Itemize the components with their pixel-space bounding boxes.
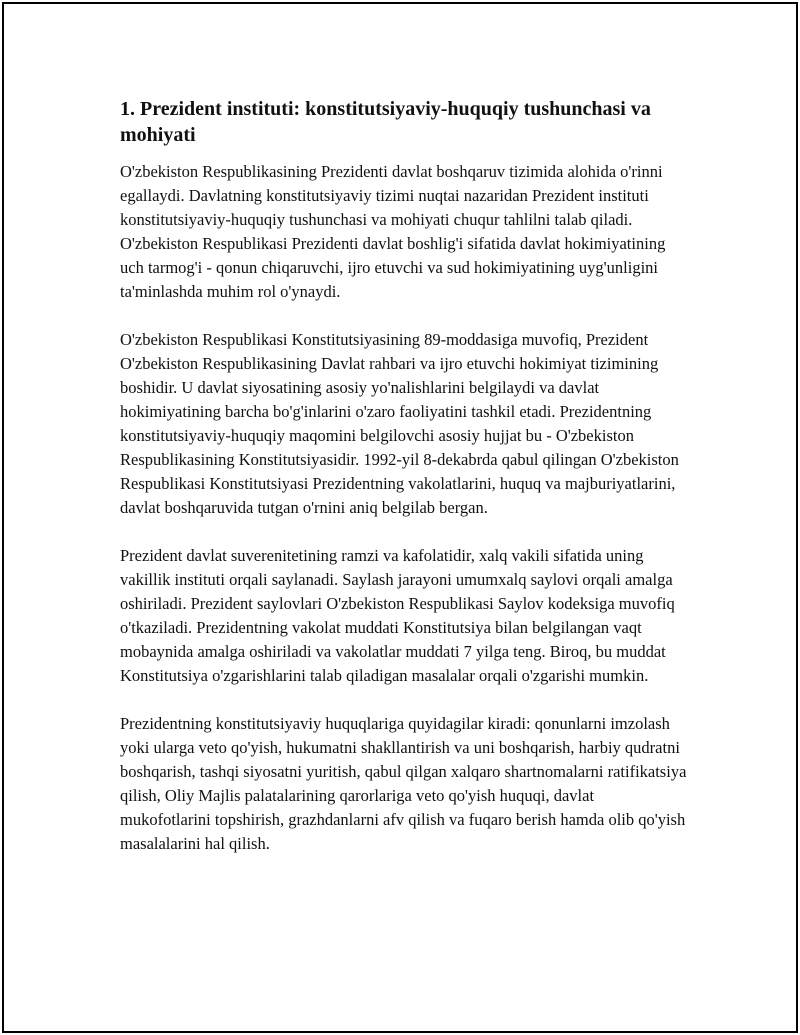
- document-body: [120, 96, 688, 880]
- section-heading: 1. Prezident instituti: konstitutsiyaviy-huquqiy tushunchasi va mohiyati: [120, 98, 651, 146]
- paragraph-3: Prezident davlat suverenitetining ramzi va kafolatidir, xalq vakili sifatida uning vakillik instituti orqali saylanadi. Saylash jarayoni umumxalq saylovi orqali amalga oshiriladi. Prezident saylovlari O'zbekiston Respublikasi Saylov kodeksiga muvofiq o'tkaziladi. Prezidentning vakolat muddati Konstitutsiya bilan belgilangan vaqt mobaynida amalga oshiriladi va vakolatlar muddati 7 yilga teng. Biroq, bu muddat Konstitutsiya o'zgarishlarini talab qiladigan masalalar orqali o'zgarishi mumkin.: [120, 546, 675, 685]
- paragraph-2: O'zbekiston Respublikasi Konstitutsiyasining 89-moddasiga muvofiq, Prezident O'zbekiston Respublikasining Davlat rahbari va ijro etuvchi hokimiyat tizimining boshidir. U davlat siyosatining asosiy yo'nalishlarini belgilaydi va davlat hokimiyatining barcha bo'g'inlarini o'zaro faoliyatini tashkil etadi. Prezidentning konstitutsiyaviy-huquqiy maqomini belgilovchi asosiy hujjat bu - O'zbekiston Respublikasining Konstitutsiyasidir. 1992-yil 8-dekabrda qabul qilingan O'zbekiston Respublikasi Konstitutsiyasi Prezidentning vakolatlarini, huquq va majburiyatlarini, davlat boshqaruvida tutgan o'rnini aniq belgilab bergan.: [120, 330, 679, 517]
- page-frame: [2, 2, 798, 1033]
- paragraph-1: O'zbekiston Respublikasining Prezidenti davlat boshqaruv tizimida alohida o'rinni egallaydi. Davlatning konstitutsiyaviy tizimi nuqtai nazaridan Prezident instituti konstitutsiyaviy-huquqiy tushunchasi va mohiyati chuqur tahlilni talab qiladi. O'zbekiston Respublikasi Prezidenti davlat boshlig'i sifatida davlat hokimiyatining uch tarmog'i - qonun chiqaruvchi, ijro etuvchi va sud hokimiyatining uyg'unligini ta'minlashda muhim rol o'ynaydi.: [120, 162, 666, 301]
- paragraph-4: Prezidentning konstitutsiyaviy huquqlariga quyidagilar kiradi: qonunlarni imzolash yoki ularga veto qo'yish, hukumatni shakllantirish va uni boshqarish, harbiy qudratni boshqarish, tashqi siyosatni yuritish, qabul qilgan xalqaro shartnomalarni ratifikatsiya qilish, Oliy Majlis palatalarining qarorlariga veto qo'yish huquqi, davlat mukofotlarini topshirish, grazhdanlarni afv qilish va fuqaro berish hamda olib qo'yish masalalarini hal qilish.: [120, 714, 687, 853]
